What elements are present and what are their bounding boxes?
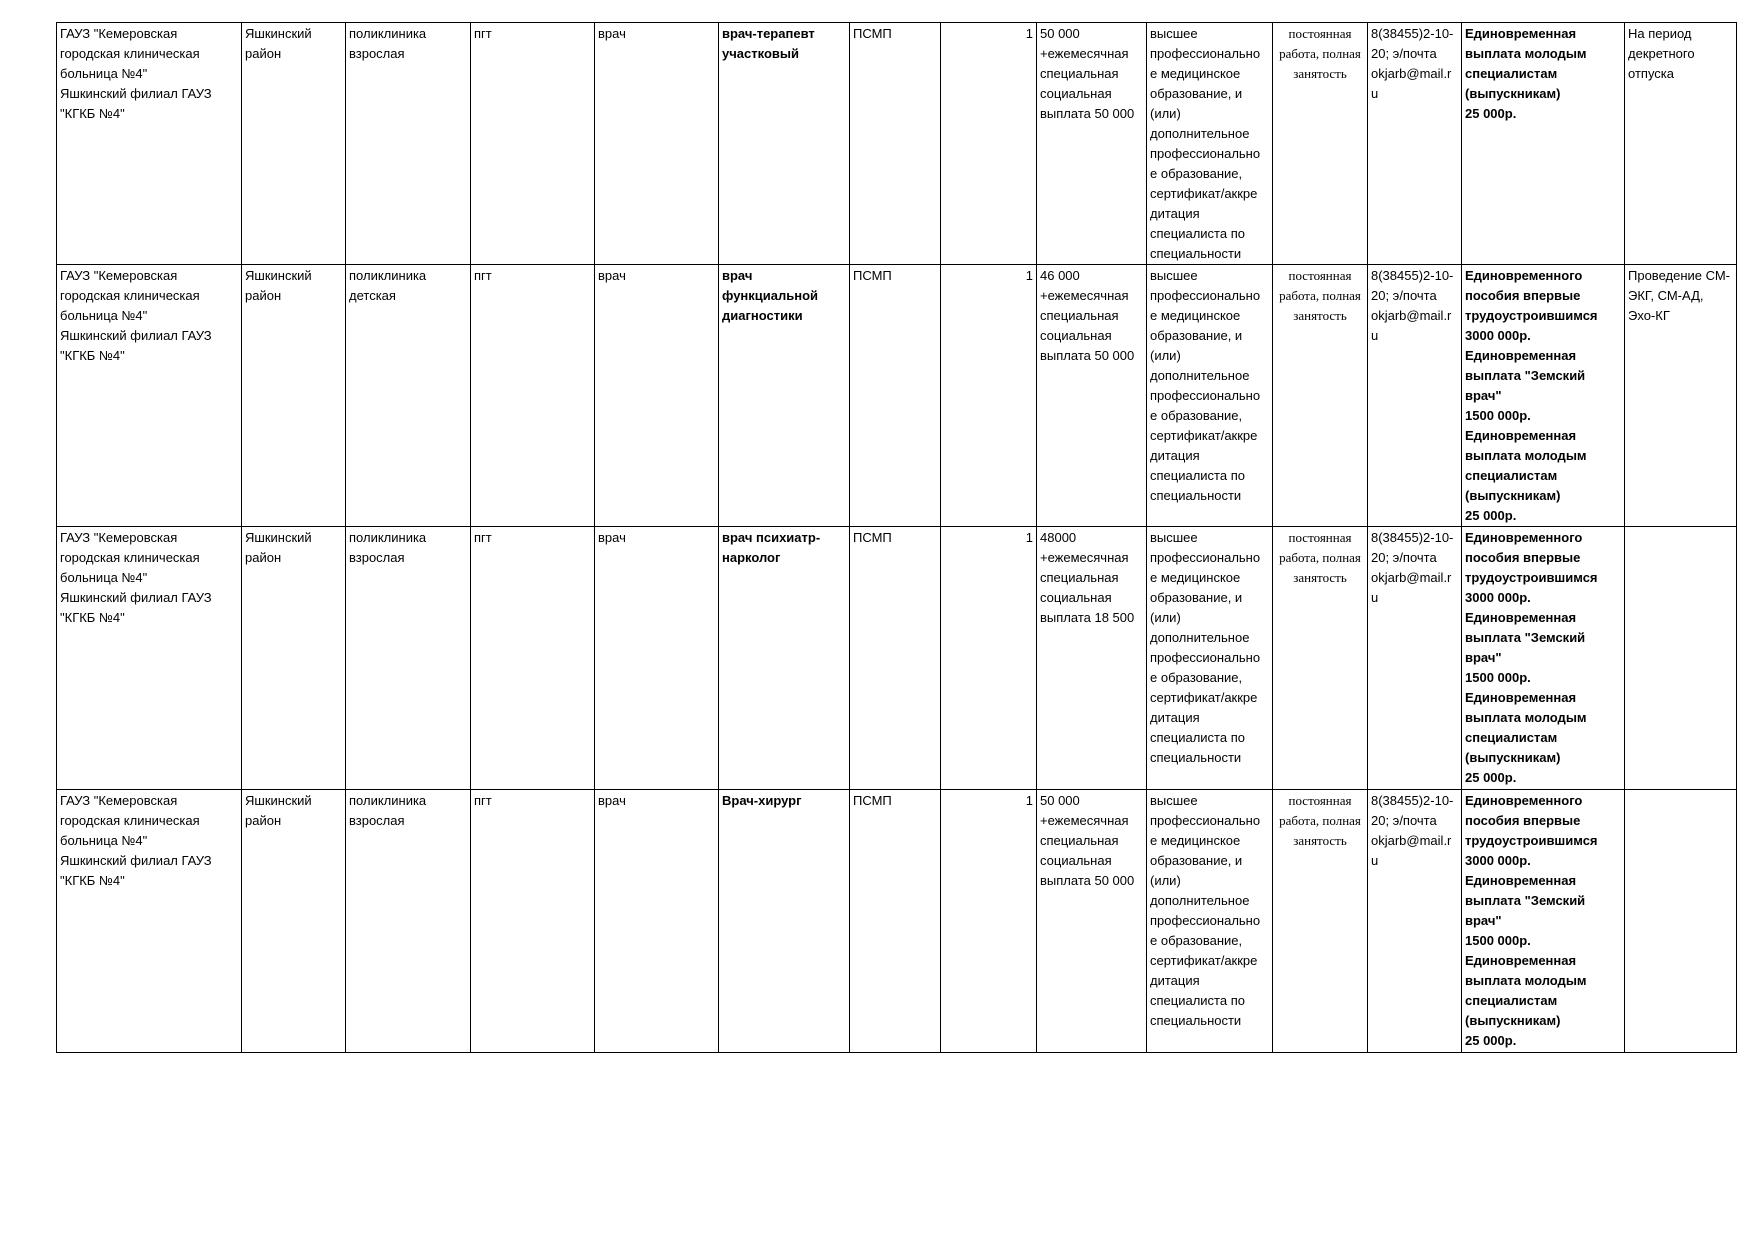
settlement-cell: пгт — [471, 23, 595, 265]
contacts-cell: 8(38455)2-10-20; э/почта okjarb@mail.r u — [1368, 790, 1462, 1053]
care-type-cell: ПСМП — [850, 527, 941, 790]
settlement-cell: пгт — [471, 790, 595, 1053]
care-type-cell: ПСМП — [850, 23, 941, 265]
category-cell: врач — [595, 23, 719, 265]
employer-cell: ГАУЗ "Кемеровская городская клиническая больница №4" Яшкинский филиал ГАУЗ "КГКБ №4" — [57, 265, 242, 527]
position-cell: Врач-хирург — [719, 790, 850, 1053]
department-cell: поликлиника взрослая — [346, 527, 471, 790]
care-type-cell: ПСМП — [850, 790, 941, 1053]
category-cell: врач — [595, 527, 719, 790]
employer-cell: ГАУЗ "Кемеровская городская клиническая больница №4" Яшкинский филиал ГАУЗ "КГКБ №4" — [57, 23, 242, 265]
district-cell: Яшкинский район — [242, 23, 346, 265]
benefits-cell: Единовременная выплата молодым специалистам (выпускникам) 25 000р. — [1462, 23, 1625, 265]
quantity-cell: 1 — [941, 527, 1037, 790]
notes-cell: Проведение СМ-ЭКГ, СМ-АД, Эхо-КГ — [1625, 265, 1737, 527]
table-row — [57, 23, 1737, 265]
position-cell: врач психиатр-нарколог — [719, 527, 850, 790]
salary-cell: 48000 +ежемесячная специальная социальная выплата 18 500 — [1037, 527, 1147, 790]
quantity-cell: 1 — [941, 23, 1037, 265]
position-cell: врач функциальной диагностики — [719, 265, 850, 527]
employer-cell: ГАУЗ "Кемеровская городская клиническая больница №4" Яшкинский филиал ГАУЗ "КГКБ №4" — [57, 527, 242, 790]
table-row — [57, 265, 1737, 527]
category-cell: врач — [595, 265, 719, 527]
settlement-cell: пгт — [471, 527, 595, 790]
salary-cell: 50 000 +ежемесячная специальная социальная выплата 50 000 — [1037, 23, 1147, 265]
settlement-cell: пгт — [471, 265, 595, 527]
notes-cell — [1625, 527, 1737, 790]
district-cell: Яшкинский район — [242, 265, 346, 527]
employment-cell: постоянная работа, полная занятость — [1273, 790, 1368, 1053]
vacancies-table — [56, 22, 1737, 1053]
employment-cell: постоянная работа, полная занятость — [1273, 23, 1368, 265]
table-row — [57, 527, 1737, 790]
requirements-cell: высшее профессионально е медицинское образование, и (или) дополнительное профессионально е образование, сертификат/аккре дитация специалиста по специальности — [1147, 527, 1273, 790]
department-cell: поликлиника детская — [346, 265, 471, 527]
position-cell: врач-терапевт участковый — [719, 23, 850, 265]
contacts-cell: 8(38455)2-10-20; э/почта okjarb@mail.r u — [1368, 23, 1462, 265]
department-cell: поликлиника взрослая — [346, 23, 471, 265]
quantity-cell: 1 — [941, 790, 1037, 1053]
requirements-cell: высшее профессионально е медицинское образование, и (или) дополнительное профессионально е образование, сертификат/аккре дитация специалиста по специальности — [1147, 23, 1273, 265]
quantity-cell: 1 — [941, 265, 1037, 527]
district-cell: Яшкинский район — [242, 527, 346, 790]
care-type-cell: ПСМП — [850, 265, 941, 527]
salary-cell: 46 000 +ежемесячная специальная социальная выплата 50 000 — [1037, 265, 1147, 527]
table-row — [57, 790, 1737, 1053]
requirements-cell: высшее профессионально е медицинское образование, и (или) дополнительное профессионально е образование, сертификат/аккре дитация специалиста по специальности — [1147, 790, 1273, 1053]
requirements-cell: высшее профессионально е медицинское образование, и (или) дополнительное профессионально е образование, сертификат/аккре дитация специалиста по специальности — [1147, 265, 1273, 527]
department-cell: поликлиника взрослая — [346, 790, 471, 1053]
employer-cell: ГАУЗ "Кемеровская городская клиническая больница №4" Яшкинский филиал ГАУЗ "КГКБ №4" — [57, 790, 242, 1053]
employment-cell: постоянная работа, полная занятость — [1273, 265, 1368, 527]
contacts-cell: 8(38455)2-10-20; э/почта okjarb@mail.r u — [1368, 527, 1462, 790]
contacts-cell: 8(38455)2-10-20; э/почта okjarb@mail.r u — [1368, 265, 1462, 527]
employment-cell: постоянная работа, полная занятость — [1273, 527, 1368, 790]
category-cell: врач — [595, 790, 719, 1053]
notes-cell — [1625, 790, 1737, 1053]
notes-cell: На период декретного отпуска — [1625, 23, 1737, 265]
benefits-cell: Единовременного пособия впервые трудоустроившимся 3000 000р. Единовременная выплата "Земский врач" 1500 000р. Единовременная выплата молодым специалистам (выпускникам) 25 000р. — [1462, 265, 1625, 527]
benefits-cell: Единовременного пособия впервые трудоустроившимся 3000 000р. Единовременная выплата "Земский врач" 1500 000р. Единовременная выплата молодым специалистам (выпускникам) 25 000р. — [1462, 527, 1625, 790]
salary-cell: 50 000 +ежемесячная специальная социальная выплата 50 000 — [1037, 790, 1147, 1053]
benefits-cell: Единовременного пособия впервые трудоустроившимся 3000 000р. Единовременная выплата "Земский врач" 1500 000р. Единовременная выплата молодым специалистам (выпускникам) 25 000р. — [1462, 790, 1625, 1053]
district-cell: Яшкинский район — [242, 790, 346, 1053]
